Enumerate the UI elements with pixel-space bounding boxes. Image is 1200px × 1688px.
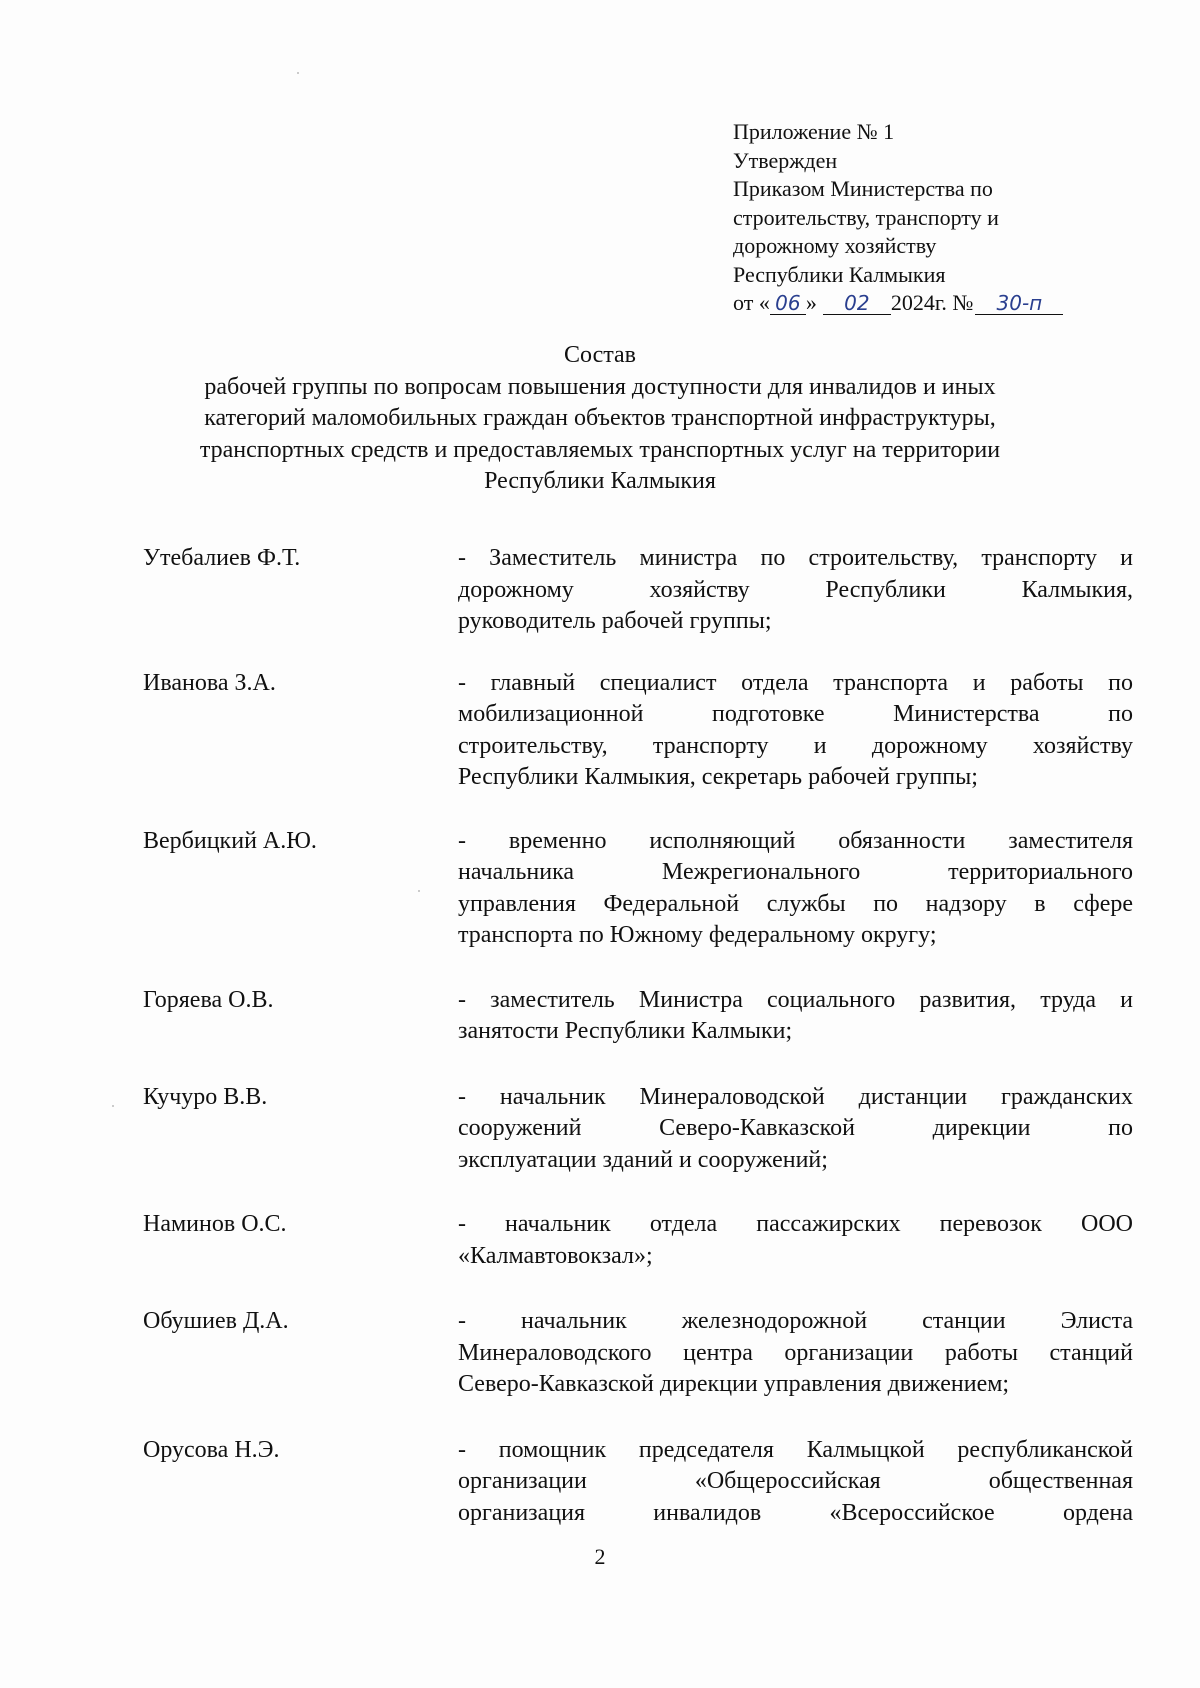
member-description: [458, 1082, 1133, 1177]
appendix-approval-block: [733, 118, 1153, 318]
description-line: - главный специалист отдела транспорта и работы по: [458, 669, 1133, 696]
scan-speck: [297, 72, 299, 74]
order-number-handwritten: 30-п: [975, 292, 1063, 315]
member-entry: [143, 1435, 1133, 1530]
description-line: Северо-Кавказской дирекции управления движением;: [458, 1371, 1010, 1397]
order-line-3: дорожному хозяйству: [733, 233, 937, 258]
page-number: 2: [594, 1544, 606, 1569]
member-entry: [143, 668, 1133, 794]
member-entry: [143, 985, 1133, 1048]
title-line: рабочей группы по вопросам повышения доступности для инвалидов и иных: [204, 373, 996, 400]
date-year-number-label: 2024г. №: [890, 290, 974, 315]
description-line: дорожному хозяйству Республики Калмыкия,: [458, 576, 1133, 603]
member-entry: [143, 826, 1133, 952]
member-description: [458, 1209, 1133, 1272]
document-title: [150, 340, 1050, 498]
member-description: [458, 1435, 1133, 1530]
member-entry: [143, 1082, 1133, 1177]
order-date-line: [733, 289, 1153, 318]
description-line: эксплуатации зданий и сооружений;: [458, 1146, 828, 1173]
description-line: - начальник Минераловодской дистанции гражданских: [458, 1083, 1133, 1110]
scan-speck: [112, 1105, 114, 1107]
title-line: категорий маломобильных граждан объектов транспортной инфраструктуры,: [204, 405, 996, 431]
description-line: «Калмавтовокзал»;: [458, 1242, 653, 1269]
member-entry: [143, 543, 1133, 638]
date-day-handwritten: 06: [770, 292, 806, 315]
description-line: занятости Республики Калмыки;: [458, 1018, 793, 1044]
description-line: - начальник отдела пассажирских перевозок ООО: [458, 1211, 1133, 1237]
description-line: мобилизационной подготовке Министерства по: [458, 701, 1133, 727]
description-line: транспорта по Южному федеральному округу;: [458, 922, 937, 948]
member-description: [458, 668, 1133, 794]
member-entry: [143, 1209, 1133, 1272]
description-line: Минераловодского центра организации работы станций: [458, 1339, 1133, 1366]
member-description: [458, 1306, 1133, 1401]
description-line: - Заместитель министра по строительству, транспорту и: [458, 545, 1133, 571]
description-line: организации «Общероссийская общественная: [458, 1468, 1133, 1494]
description-line: - временно исполняющий обязанности заместителя: [458, 827, 1133, 854]
description-line: - помощник председателя Калмыцкой республиканской: [458, 1436, 1133, 1463]
member-description: [458, 985, 1133, 1048]
order-line-4: Республики Калмыкия: [733, 261, 946, 287]
date-mid: »: [805, 290, 817, 315]
member-name: Вербицкий А.Ю.: [143, 827, 317, 854]
member-name: Орусова Н.Э.: [143, 1436, 280, 1463]
order-line-2: строительству, транспорту и: [733, 204, 999, 230]
member-name: Кучуро В.В.: [143, 1083, 268, 1110]
title-line: транспортных средств и предоставляемых транспортных услуг на территории: [199, 436, 1001, 463]
member-name: Обушиев Д.А.: [143, 1308, 289, 1334]
description-line: начальника Межрегионального территориального: [458, 859, 1133, 885]
title-heading: Состав: [563, 342, 637, 368]
description-line: сооружений Северо-Кавказской дирекции по: [458, 1115, 1133, 1141]
description-line: - начальник железнодорожной станции Элиста: [458, 1308, 1133, 1334]
description-line: управления Федеральной службы по надзору в сфере: [458, 890, 1133, 917]
member-description: [458, 543, 1133, 638]
title-line: Республики Калмыкия: [484, 468, 716, 494]
member-entry: [143, 1306, 1133, 1401]
members-list: [143, 543, 1133, 1529]
description-line: организация инвалидов «Всероссийское ордена: [458, 1499, 1133, 1526]
description-line: Республики Калмыкия, секретарь рабочей группы;: [458, 764, 978, 790]
member-name: Утебалиев Ф.Т.: [143, 545, 301, 571]
date-month-handwritten: 02: [823, 292, 891, 315]
member-name: Иванова З.А.: [143, 669, 276, 696]
description-line: - заместитель Министра социального развития, труда и: [458, 986, 1133, 1013]
member-description: [458, 826, 1133, 952]
date-prefix: от «: [733, 290, 770, 315]
order-line-1: Приказом Министерства по: [733, 176, 993, 201]
appendix-number: Приложение № 1: [733, 119, 895, 144]
description-line: строительству, транспорту и дорожному хозяйству: [458, 732, 1133, 759]
description-line: руководитель рабочей группы;: [458, 608, 772, 634]
member-name: Горяева О.В.: [143, 986, 274, 1013]
approved-label: Утвержден: [733, 147, 838, 173]
member-name: Наминов О.С.: [143, 1211, 287, 1237]
